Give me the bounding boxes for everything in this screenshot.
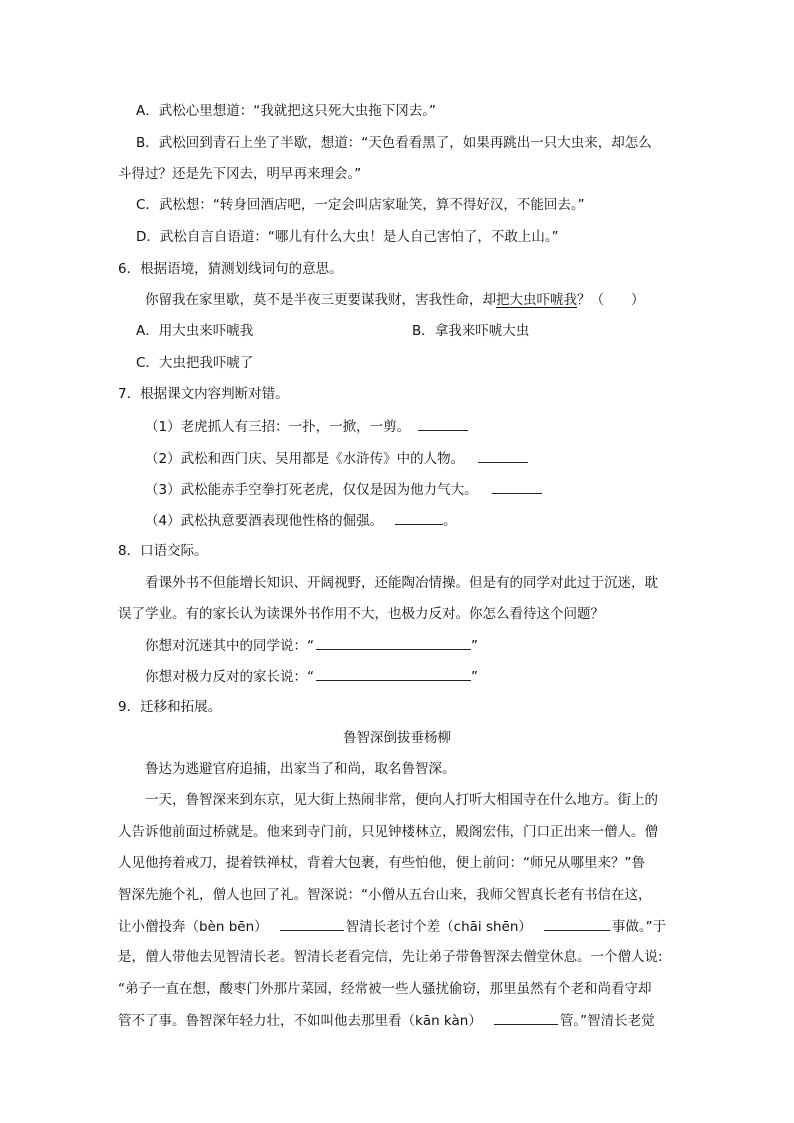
question-8-title: 8．口语交际。: [118, 543, 208, 559]
question-6-title: 6．根据语境，猜测划线词句的意思。: [118, 261, 343, 277]
option-prefix: A．: [136, 103, 159, 119]
judgement-item: [145, 450, 528, 467]
option-a[interactable]: [136, 103, 436, 119]
answer-blank[interactable]: [316, 668, 471, 681]
paragraph-line: 智深先施个礼，僧人也回了礼。智深说：“小僧从五台山来，我师父智真长老有书信在这，: [118, 887, 652, 903]
story-title: 鲁智深倒拔垂杨柳: [343, 730, 451, 746]
answer-blank[interactable]: [492, 481, 542, 494]
question-7-title: 7．根据课文内容判断对错。: [118, 386, 289, 402]
option-text: 武松心里想道：“我就把这只死大虫拖下冈去。”: [158, 103, 436, 119]
paragraph-line: [118, 1012, 655, 1029]
paragraph-line: 一天，鲁智深来到东京，见大街上热闹非常，便向人打听大相国寺在什么地方。街上的: [145, 792, 658, 808]
option-prefix: B．: [136, 135, 159, 151]
answer-blank[interactable]: [395, 512, 443, 525]
prompt-text: 你想对沉迷其中的同学说：“: [145, 638, 314, 654]
story-paragraph: 鲁达为逃避官府追捕，出家当了和尚，取名鲁智深。: [145, 761, 456, 777]
paragraph-line: “弟子一直在想，酸枣门外那片菜园，经常被一些人骚扰偷窃，那里虽然有个老和尚看守却: [118, 981, 652, 997]
underlined-phrase: 把大虫吓唬我: [496, 292, 577, 308]
text-segment: 事做。”于: [611, 919, 667, 935]
paragraph-line: 人告诉他前面过桥就是。他来到寺门前，只见钟楼林立，殿阁宏伟，门口正出来一僧人。僧: [118, 824, 658, 840]
option-prefix: D．: [136, 229, 160, 245]
paragraph-line: 是，僧人带他去见智清长老。智清长老看完信，先让弟子带鲁智深去僧堂休息。一个僧人说:: [118, 949, 663, 965]
paragraph-line: [118, 918, 666, 935]
answer-blank[interactable]: [418, 418, 468, 431]
text-segment: 管。”智清长老觉: [559, 1013, 655, 1029]
paragraph-line: 看课外书不但能增长知识、开阔视野，还能陶冶情操。但是有的同学对此过于沉迷，耽: [145, 575, 658, 591]
to-student-line: [145, 637, 478, 654]
option-b-continued: 斗得过？还是先下冈去，明早再来理会。”: [118, 166, 362, 182]
close-quote: ”: [471, 669, 478, 685]
answer-blank[interactable]: [544, 918, 610, 931]
prompt-text: 你想对极力反对的家长说：“: [145, 669, 314, 685]
option-prefix: C．: [136, 197, 159, 213]
text-segment: 智清长老讨个差（chāi shēn）: [345, 919, 532, 935]
option-text: 武松回到青石上坐了半歇，想道：“天色看看黑了，如果再跳出一只大虫来，却怎么: [158, 135, 652, 151]
question-6-sentence: [145, 292, 645, 308]
to-parent-line: [145, 668, 478, 685]
judgement-text: （4）武松执意要酒表现他性格的倔强。: [145, 513, 384, 529]
option-b[interactable]: [136, 135, 652, 151]
text-segment: 让小僧投奔（bèn bēn）: [118, 919, 268, 935]
answer-blank[interactable]: [280, 918, 344, 931]
question-9-title: 9．迁移和拓展。: [118, 699, 222, 715]
question-6-option-a[interactable]: A．用大虫来吓唬我: [136, 323, 254, 339]
paragraph-line: 误了学业。有的家长认为读课外书作用不大，也极力反对。你怎么看待这个问题？: [118, 606, 604, 622]
judgement-item: [145, 481, 542, 498]
answer-blank[interactable]: [316, 637, 471, 650]
paragraph-line: 人见他挎着戒刀，提着铁禅杖，背着大包裹，有些怕他，便上前问：“师兄从哪里来？”鲁: [118, 855, 645, 871]
option-text: 武松想：“转身回酒店吧，一定会叫店家耻笑，算不得好汉，不能回去。”: [158, 197, 585, 213]
judgement-text: （2）武松和西门庆、吴用都是《水浒传》中的人物。: [145, 451, 465, 467]
end-mark: 。: [443, 513, 457, 529]
judgement-item: [145, 418, 468, 435]
question-6-option-c[interactable]: C．大虫把我吓唬了: [136, 355, 254, 371]
option-d[interactable]: [136, 229, 559, 245]
close-quote: ”: [471, 638, 478, 654]
option-text: 武松自言自语道：“哪儿有什么大虫！是人自己害怕了，不敢上山。”: [159, 229, 559, 245]
judgement-item: [145, 512, 457, 529]
option-c[interactable]: [136, 197, 585, 213]
text-segment: 管不了事。鲁智深年轻力壮，不如叫他去那里看（kān kàn）: [118, 1013, 482, 1029]
answer-blank[interactable]: [478, 450, 528, 463]
answer-blank[interactable]: [494, 1012, 558, 1025]
sentence-text: 你留我在家里歇，莫不是半夜三更要谋我财，害我性命，却: [145, 292, 496, 308]
answer-paren[interactable]: ？（ ）: [577, 292, 645, 308]
question-6-option-b[interactable]: B．拿我来吓唬大虫: [412, 323, 530, 339]
judgement-text: （1）老虎抓人有三招：一扑，一掀，一剪。: [145, 419, 411, 435]
judgement-text: （3）武松能赤手空拳打死老虎，仅仅是因为他力气大。: [145, 482, 478, 498]
